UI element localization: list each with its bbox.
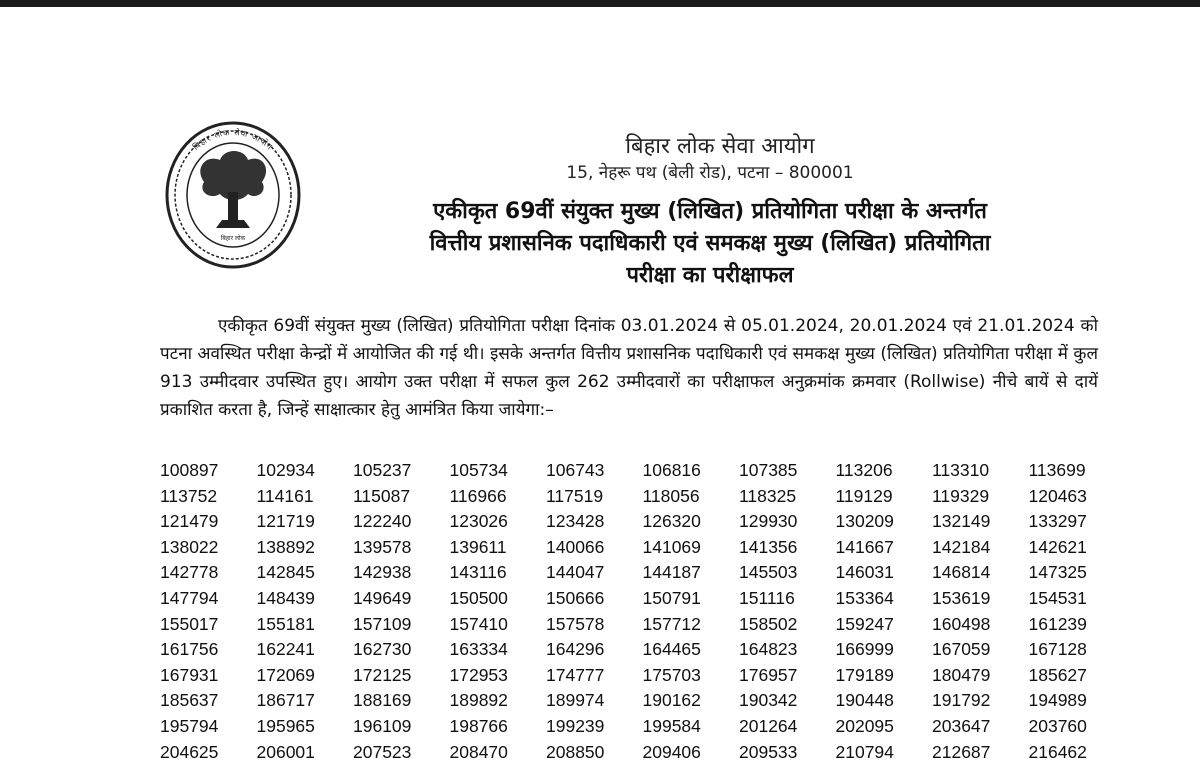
roll-number: 154531 — [1028, 587, 1087, 608]
roll-number: 105237 — [353, 460, 412, 480]
result-title — [340, 196, 1080, 292]
roll-number: 157109 — [353, 613, 412, 634]
title-line-3: परीक्षा का परीक्षाफल — [626, 263, 794, 288]
roll-number: 142845 — [256, 562, 315, 583]
roll-number: 179189 — [835, 664, 894, 685]
roll-number: 129930 — [739, 511, 798, 532]
roll-number: 119129 — [835, 485, 893, 506]
roll-number: 158502 — [739, 613, 798, 634]
roll-number: 189974 — [546, 690, 605, 711]
roll-number: 133297 — [1028, 511, 1087, 532]
roll-number: 207523 — [353, 741, 412, 762]
roll-number: 167059 — [932, 639, 991, 660]
roll-number: 161756 — [160, 639, 219, 660]
roll-number: 208850 — [546, 741, 605, 762]
roll-number: 144047 — [546, 562, 605, 583]
roll-number: 102934 — [256, 460, 315, 480]
roll-row — [160, 486, 1200, 512]
roll-number: 174777 — [546, 664, 605, 685]
roll-number: 121479 — [160, 511, 219, 532]
roll-number: 118056 — [642, 485, 700, 506]
roll-number: 155017 — [160, 613, 219, 634]
roll-row — [160, 716, 1200, 742]
roll-number: 145503 — [739, 562, 798, 583]
roll-number: 166999 — [835, 639, 894, 660]
roll-number: 142938 — [353, 562, 412, 583]
roll-number: 141069 — [642, 536, 701, 557]
roll-row — [160, 690, 1200, 716]
roll-number: 153364 — [835, 587, 894, 608]
roll-number: 157578 — [546, 613, 605, 634]
intro-paragraph: एकीकृत 69वीं संयुक्त मुख्य (लिखित) प्रतियोगिता परीक्षा दिनांक 03.01.2024 से 05.01.2024, 20.01.2024 एवं 21.01.2024 को पटना अवस्थित परीक्षा केन्द्रों में आयोजित की गई थी। इसके अन्तर्गत वित्तीय प्रशासनिक पदाधिकारी एवं समकक्ष मुख्य (लिखित) प्रतियोगिता परीक्षा में कुल 913 उम्मीदवार उपस्थित हुए। आयोग उक्त परीक्षा में सफल कुल 262 उम्मीदवारों का परीक्षाफल अनुक्रमांक क्रमवार (Rollwise) नीचे बायें से दायें प्रकाशित करता है, जिन्हें साक्षात्कार हेतु आमंत्रित किया जायेगा:– — [160, 316, 1098, 420]
roll-number: 167931 — [160, 664, 219, 685]
roll-number: 100897 — [160, 460, 219, 480]
roll-number: 163334 — [449, 639, 508, 660]
roll-number: 150500 — [449, 587, 508, 608]
roll-number: 115087 — [353, 485, 411, 506]
roll-row — [160, 614, 1200, 640]
roll-number: 105734 — [449, 460, 508, 480]
roll-number: 203647 — [932, 715, 991, 736]
roll-row — [160, 511, 1200, 537]
roll-number: 113206 — [835, 460, 893, 480]
roll-number: 210794 — [835, 741, 894, 762]
roll-number: 208470 — [449, 741, 508, 762]
roll-number: 144187 — [642, 562, 701, 583]
roll-number: 139611 — [449, 536, 507, 557]
roll-number: 107385 — [739, 460, 798, 480]
roll-number: 138892 — [256, 536, 315, 557]
roll-number: 172953 — [449, 664, 508, 685]
roll-number: 138022 — [160, 536, 219, 557]
roll-number: 147325 — [1028, 562, 1087, 583]
roll-number: 185627 — [1028, 664, 1087, 685]
roll-number: 206001 — [256, 741, 315, 762]
roll-number: 106816 — [642, 460, 701, 480]
roll-number: 147794 — [160, 587, 219, 608]
commission-seal-icon — [164, 120, 302, 270]
roll-number: 150666 — [546, 587, 605, 608]
roll-number: 195794 — [160, 715, 219, 736]
roll-number: 191792 — [932, 690, 991, 711]
roll-row — [160, 639, 1200, 665]
roll-number: 209533 — [739, 741, 798, 762]
roll-number: 117519 — [546, 485, 604, 506]
roll-number: 198766 — [449, 715, 508, 736]
roll-row — [160, 665, 1200, 691]
roll-number: 140066 — [546, 536, 605, 557]
roll-number: 161239 — [1028, 613, 1087, 634]
roll-number: 212687 — [932, 741, 991, 762]
roll-number: 132149 — [932, 511, 991, 532]
roll-number: 167128 — [1028, 639, 1087, 660]
roll-number: 116966 — [449, 485, 507, 506]
roll-row — [160, 537, 1200, 563]
roll-number: 150791 — [642, 587, 701, 608]
roll-number: 172125 — [353, 664, 412, 685]
roll-number: 164823 — [739, 639, 798, 660]
roll-number: 172069 — [256, 664, 315, 685]
roll-number: 106743 — [546, 460, 605, 480]
roll-row — [160, 742, 1200, 768]
roll-number: 194989 — [1028, 690, 1087, 711]
roll-row — [160, 562, 1200, 588]
roll-number: 159247 — [835, 613, 894, 634]
roll-number: 201264 — [739, 715, 798, 736]
roll-number: 142184 — [932, 536, 991, 557]
seal-caption: बिहार लोक सेवा आयोग — [191, 127, 275, 152]
title-line-1: एकीकृत 69वीं संयुक्त मुख्य (लिखित) प्रतियोगिता परीक्षा के अन्तर्गत — [433, 199, 987, 224]
roll-number: 203760 — [1028, 715, 1087, 736]
roll-row — [160, 460, 1200, 486]
roll-number: 153619 — [932, 587, 991, 608]
roll-number: 141356 — [739, 536, 798, 557]
roll-number: 148439 — [256, 587, 315, 608]
roll-number: 142778 — [160, 562, 219, 583]
roll-number: 139578 — [353, 536, 412, 557]
roll-number: 204625 — [160, 741, 219, 762]
roll-number: 123026 — [449, 511, 508, 532]
top-dark-bar — [0, 0, 1200, 7]
roll-number: 113310 — [932, 460, 990, 480]
roll-number: 157712 — [642, 613, 701, 634]
roll-number: 185637 — [160, 690, 219, 711]
roll-number: 157410 — [449, 613, 508, 634]
roll-number: 113752 — [160, 485, 218, 506]
roll-number: 141667 — [835, 536, 894, 557]
roll-number: 175703 — [642, 664, 701, 685]
roll-number: 162730 — [353, 639, 412, 660]
roll-number: 146031 — [835, 562, 894, 583]
roll-number: 151116 — [739, 587, 795, 608]
roll-number: 190342 — [739, 690, 798, 711]
roll-number: 209406 — [642, 741, 701, 762]
roll-number: 146814 — [932, 562, 991, 583]
roll-number: 190162 — [642, 690, 701, 711]
title-line-2: वित्तीय प्रशासनिक पदाधिकारी एवं समकक्ष मुख्य (लिखित) प्रतियोगिता — [429, 231, 991, 256]
roll-number: 196109 — [353, 715, 412, 736]
roll-number: 149649 — [353, 587, 412, 608]
roll-number: 199239 — [546, 715, 605, 736]
roll-number: 119329 — [932, 485, 990, 506]
roll-number: 180479 — [932, 664, 991, 685]
roll-number: 123428 — [546, 511, 605, 532]
roll-number: 216462 — [1028, 741, 1087, 762]
roll-number: 114161 — [256, 485, 314, 506]
roll-number: 126320 — [642, 511, 701, 532]
roll-number: 195965 — [256, 715, 315, 736]
roll-number: 188169 — [353, 690, 412, 711]
roll-number: 164296 — [546, 639, 605, 660]
roll-number: 190448 — [835, 690, 894, 711]
commission-address: 15, नेहरू पथ (बेली रोड), पटना – 800001 — [566, 163, 854, 183]
roll-number: 142621 — [1028, 536, 1087, 557]
seal-motto: बिहार लोक — [220, 235, 246, 242]
roll-number: 113699 — [1028, 460, 1086, 480]
roll-number: 143116 — [449, 562, 507, 583]
roll-number: 122240 — [353, 511, 412, 532]
commission-name: बिहार लोक सेवा आयोग — [625, 134, 815, 159]
roll-number: 120463 — [1028, 485, 1087, 506]
roll-number: 160498 — [932, 613, 991, 634]
roll-number: 164465 — [642, 639, 701, 660]
roll-number: 121719 — [256, 511, 315, 532]
roll-number: 162241 — [256, 639, 315, 660]
roll-number: 130209 — [835, 511, 894, 532]
roll-row — [160, 588, 1200, 614]
roll-number-table — [160, 460, 1200, 767]
roll-number: 186717 — [256, 690, 315, 711]
roll-number: 155181 — [256, 613, 315, 634]
roll-number: 189892 — [449, 690, 508, 711]
roll-number: 199584 — [642, 715, 701, 736]
roll-number: 176957 — [739, 664, 798, 685]
roll-number: 118325 — [739, 485, 797, 506]
intro-notice — [160, 312, 1098, 424]
roll-number: 202095 — [835, 715, 894, 736]
